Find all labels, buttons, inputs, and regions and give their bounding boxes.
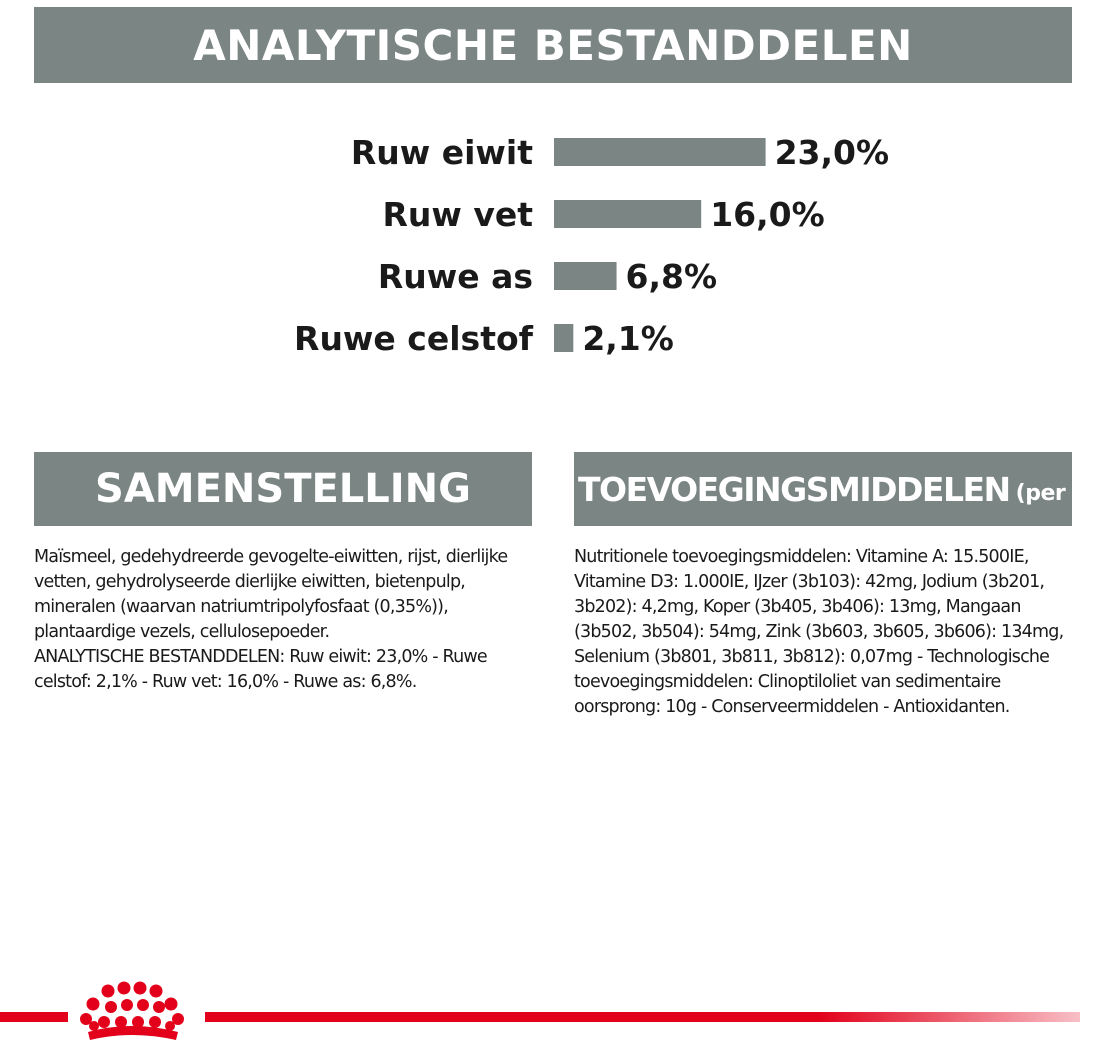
royal-canin-crown-icon: [78, 982, 194, 1046]
value-label: 16,0%: [710, 195, 825, 234]
additives-title-banner: [574, 452, 1111, 526]
bar: [554, 324, 573, 352]
bar: [554, 138, 766, 166]
additives-title-suffix: (per kg): [1015, 480, 1111, 506]
value-label: 2,1%: [582, 319, 674, 358]
category-label: Ruw eiwit: [350, 133, 533, 172]
additives-line: Nutritionele toevoegingsmiddelen: Vitamine A: 15.500IE,: [574, 547, 1029, 567]
category-label: Ruwe as: [377, 257, 533, 296]
bar: [554, 262, 617, 290]
additives-line: oorsprong: 10g - Conserveermiddelen - Antioxidanten.: [574, 697, 1010, 717]
category-label: Ruwe celstof: [294, 319, 533, 358]
analytic-title-banner: [34, 7, 1072, 83]
additives-line: 3b202): 4,2mg, Koper (3b405, 3b406): 13mg, Mangaan: [574, 597, 1021, 617]
composition-title-banner: [34, 452, 532, 526]
composition-line: vetten, gehydrolyseerde dierlijke eiwitten, bietenpulp,: [34, 572, 466, 592]
footer-red-line-left: [0, 1012, 68, 1022]
composition-line: celstof: 2,1% - Ruw vet: 16,0% - Ruwe as: 6,8%.: [34, 672, 417, 692]
composition-text: [34, 545, 534, 695]
composition-line: plantaardige vezels, cellulosepoeder.: [34, 622, 330, 642]
additives-line: Selenium (3b801, 3b811, 3b812): 0,07mg - Technologische: [574, 647, 1050, 667]
additives-line: (3b502, 3b504): 54mg, Zink (3b603, 3b605, 3b606): 134mg,: [574, 622, 1064, 642]
bar: [554, 200, 701, 228]
composition-line: ANALYTISCHE BESTANDDELEN: Ruw eiwit: 23,0% - Ruwe: [34, 647, 487, 667]
additives-title: TOEVOEGINGSMIDDELEN: [578, 469, 1010, 509]
analytic-title: ANALYTISCHE BESTANDDELEN: [193, 20, 913, 70]
additives-line: toevoegingsmiddelen: Clinoptiloliet van sedimentaire: [574, 672, 1001, 692]
composition-title: SAMENSTELLING: [95, 466, 471, 512]
additives-line: Vitamine D3: 1.000IE, IJzer (3b103): 42mg, Jodium (3b201,: [574, 572, 1045, 592]
composition-line: Maïsmeel, gedehydreerde gevogelte-eiwitten, rijst, dierlijke: [34, 547, 508, 567]
additives-text: [574, 545, 1074, 720]
footer-red-line-right: [205, 1012, 1080, 1022]
composition-line: mineralen (waarvan natriumtripolyfosfaat (0,35%)),: [34, 597, 448, 617]
category-label: Ruw vet: [382, 195, 533, 234]
value-label: 23,0%: [774, 133, 890, 172]
value-label: 6,8%: [625, 257, 718, 296]
analytic-bar-chart: [0, 110, 1080, 390]
